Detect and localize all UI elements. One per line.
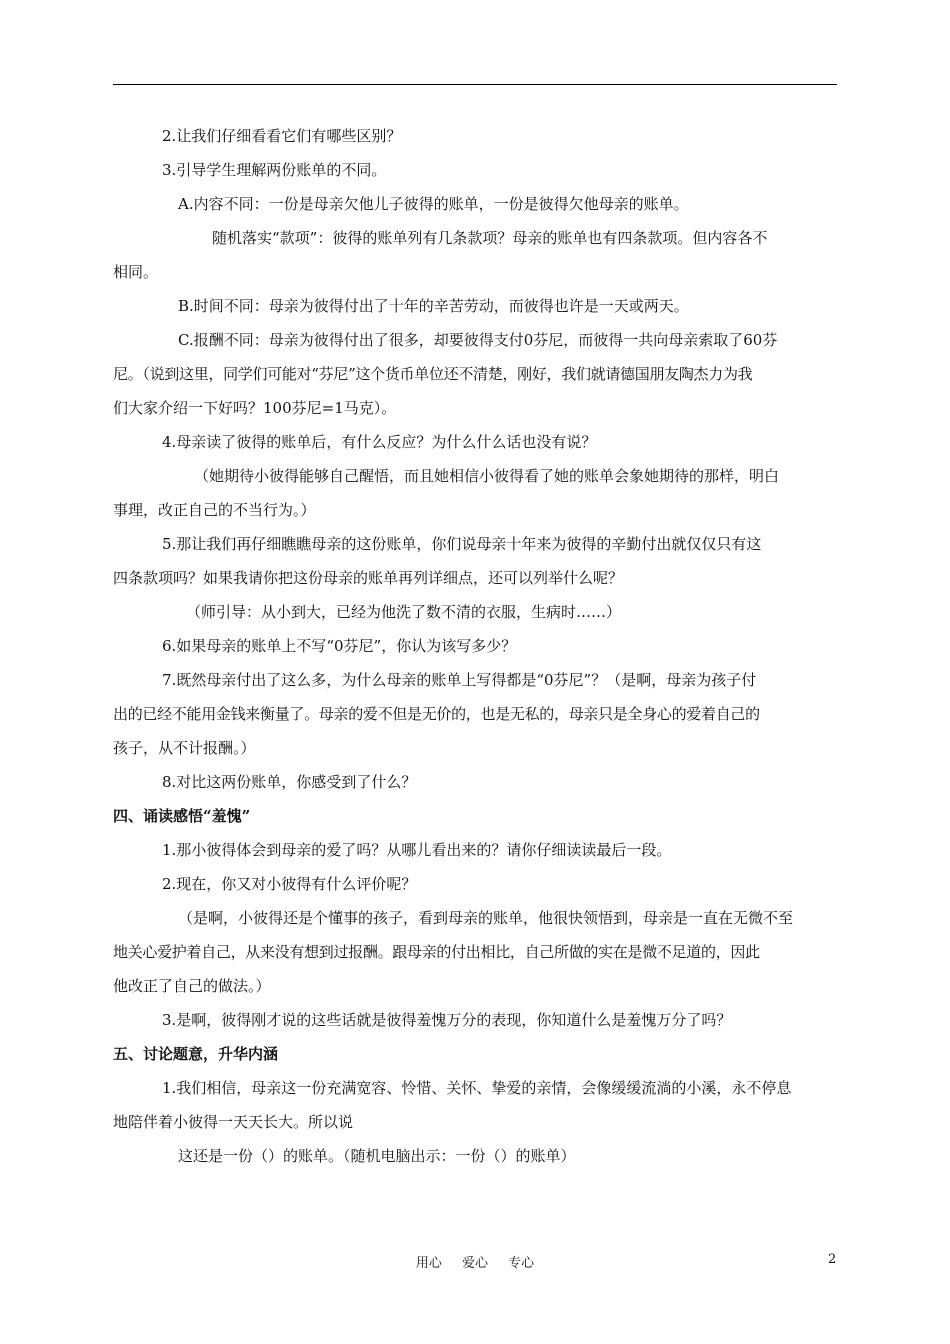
line-30: 地陪伴着小彼得一天天长大。所以说 <box>113 1113 354 1131</box>
header-rule <box>113 84 837 85</box>
footer-text-2: 爱心 <box>461 1256 488 1271</box>
line-19: 孩子，从不计报酬。） <box>113 739 256 757</box>
footer-text-3: 专心 <box>508 1256 535 1271</box>
line-15: （师引导：从小到大，已经为他洗了数不清的衣服，生病时……） <box>186 603 622 621</box>
line-18: 出的已经不能用金钱来衡量了。母亲的爱不但是无价的，也是无私的，母亲只是全身心的爱着自己的 <box>113 705 760 723</box>
line-24: （是啊，小彼得还是个懂事的孩子，看到母亲的账单，他很快领悟到，母亲是一直在无微不至 <box>178 909 794 927</box>
section-5-heading: 五、讨论题意，升华内涵 <box>113 1045 279 1063</box>
line-4: 随机落实“款项”：彼得的账单列有几条款项？母亲的账单也有四条款项。但内容各不 <box>212 229 768 247</box>
line-10: 4.母亲读了彼得的账单后，有什么反应？为什么什么话也没有说？ <box>162 433 597 451</box>
line-2: 3.引导学生理解两份账单的不同。 <box>162 161 387 179</box>
section-4-heading: 四、诵读感悟“羞愧” <box>113 807 251 825</box>
line-17: 7.既然母亲付出了这么多，为什么母亲的账单上写得都是“0芬尼”？（是啊，母亲为孩子付 <box>162 671 757 689</box>
line-6: B.时间不同：母亲为彼得付出了十年的辛苦劳动，而彼得也许是一天或两天。 <box>178 297 689 315</box>
line-22: 1.那小彼得体会到母亲的爱了吗？从哪儿看出来的？请你仔细读读最后一段。 <box>162 841 672 859</box>
line-7: C.报酬不同：母亲为彼得付出了很多，却要彼得支付0芬尼，而彼得一共向母亲索取了60芬 <box>178 331 778 349</box>
line-25: 地关心爱护着自己，从来没有想到过报酬。跟母亲的付出相比，自己所做的实在是微不足道的，因此 <box>113 943 760 961</box>
page-footer <box>0 1252 950 1271</box>
footer-text-1: 用心 <box>415 1256 442 1271</box>
line-27: 3.是啊，彼得刚才说的这些话就是彼得羞愧万分的表现，你知道什么是羞愧万分了吗？ <box>162 1011 732 1029</box>
line-31: 这还是一份（）的账单。（随机电脑出示：一份（）的账单） <box>178 1147 576 1165</box>
line-16: 6.如果母亲的账单上不写“0芬尼”，你认为该写多少？ <box>162 637 517 655</box>
line-20: 8.对比这两份账单，你感受到了什么？ <box>162 773 417 791</box>
line-12: 事理，改正自己的不当行为。） <box>113 501 316 519</box>
line-9: 们大家介绍一下好吗？100芬尼=1马克）。 <box>113 399 397 417</box>
line-3: A.内容不同：一份是母亲欠他儿子彼得的账单，一份是彼得欠他母亲的账单。 <box>178 195 689 213</box>
line-13: 5.那让我们再仔细瞧瞧母亲的这份账单，你们说母亲十年来为彼得的辛勤付出就仅仅只有这 <box>162 535 762 553</box>
line-11: （她期待小彼得能够自己醒悟，而且她相信小彼得看了她的账单会象她期待的那样，明白 <box>194 467 780 485</box>
line-23: 2.现在，你又对小彼得有什么评价呢？ <box>162 875 417 893</box>
line-29: 1.我们相信，母亲这一份充满宽容、怜惜、关怀、挚爱的亲情，会像缓缓流淌的小溪，永不停息 <box>162 1079 792 1097</box>
line-5: 相同。 <box>113 263 159 281</box>
line-26: 他改正了自己的做法。） <box>113 977 271 995</box>
page-number: 2 <box>828 1252 837 1267</box>
line-8: 尼。（说到这里，同学们可能对“芬尼”这个货币单位还不清楚，刚好，我们就请德国朋友陶杰力为我 <box>113 365 753 383</box>
line-1: 2.让我们仔细看看它们有哪些区别？ <box>162 127 402 145</box>
line-14: 四条款项吗？如果我请你把这份母亲的账单再列详细点，还可以列举什么呢？ <box>113 569 624 587</box>
